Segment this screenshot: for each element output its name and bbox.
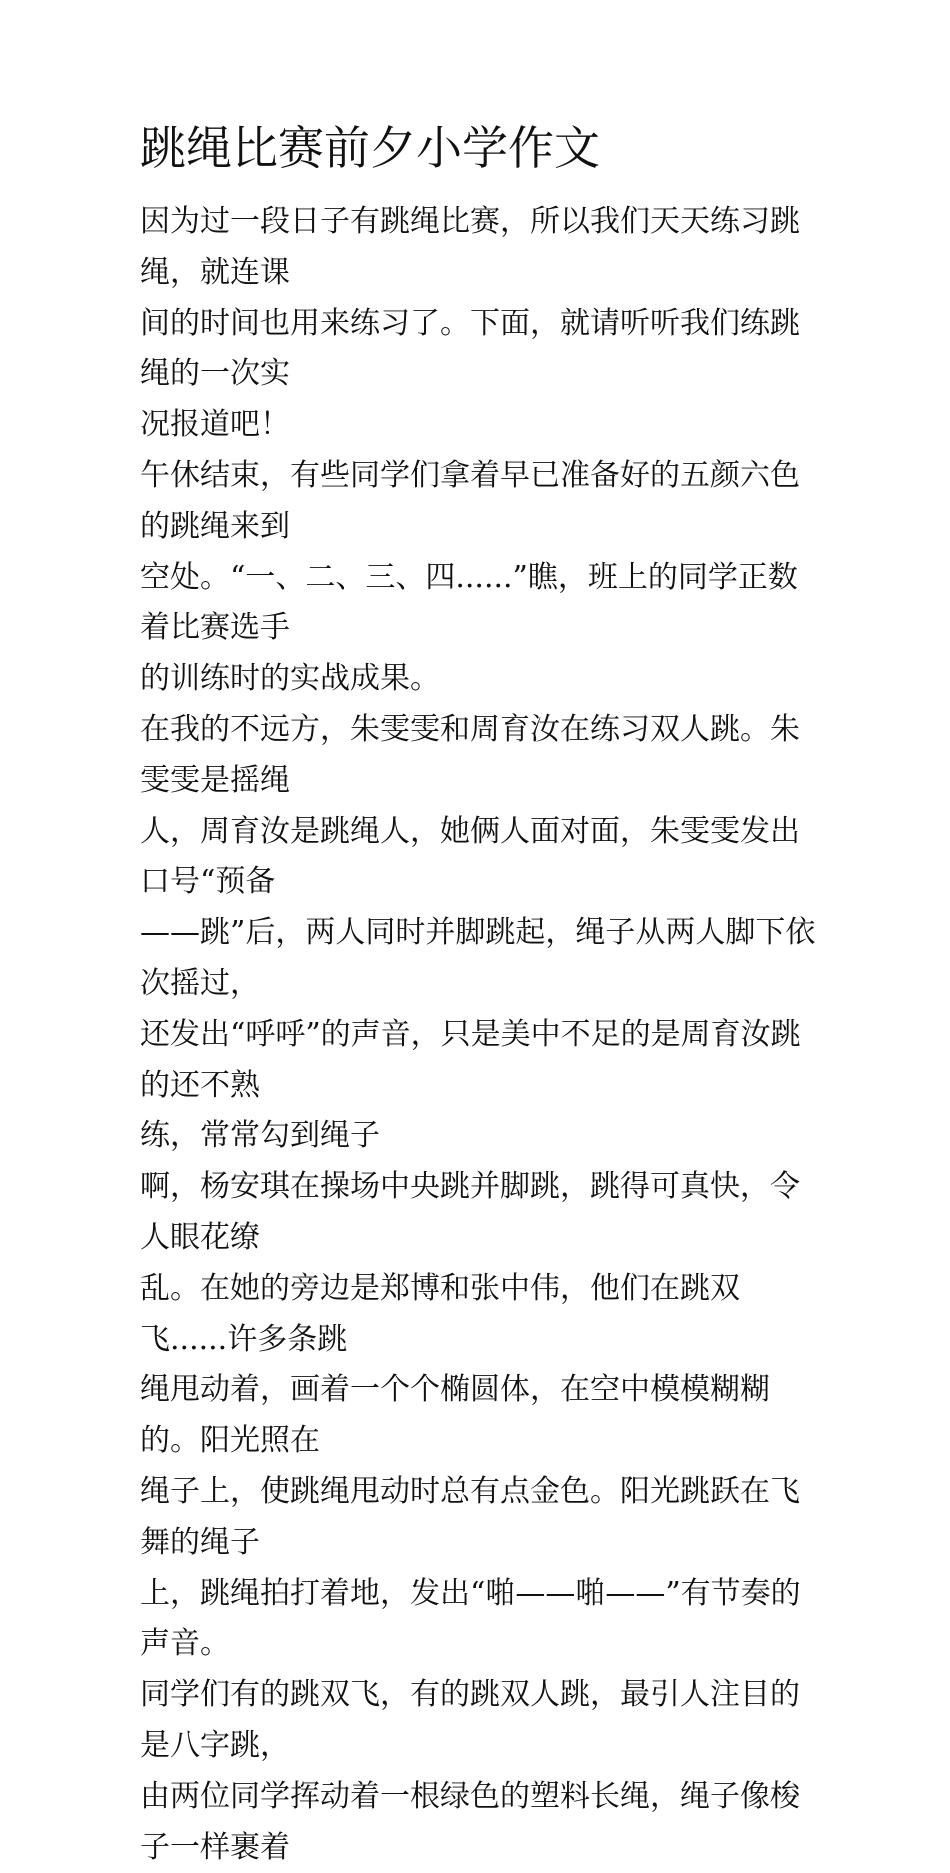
text-line: 的训练时的实战成果。: [140, 661, 440, 697]
text-line: ——跳”后，两人同时并脚跳起，绳子从两人脚下依次摇过，: [140, 915, 816, 1001]
text-line: 间的时间也用来练习了。下面，就请听听我们练跳绳的一次实: [140, 305, 800, 392]
text-line: 练，常常勾到绳子: [140, 1118, 380, 1154]
text-line: 上，跳绳拍打着地，发出“啪——啪——”有节奏的声音。: [140, 1575, 801, 1662]
text-line: 在我的不远方，朱雯雯和周育汝在练习双人跳。朱雯雯是摇绳: [140, 711, 800, 798]
document-body: [140, 197, 820, 1873]
text-line: 空处。“一、二、三、四......”瞧，班上的同学正数着比赛选手: [140, 559, 798, 646]
text-line: 啊，杨安琪在操场中央跳并脚跳，跳得可真快，令人眼花缭: [140, 1169, 800, 1255]
text-line: 况报道吧！: [140, 407, 290, 443]
text-line: 乱。在她的旁边是郑博和张中伟，他们在跳双飞......许多条跳: [140, 1270, 740, 1357]
text-line: 同学们有的跳双飞，有的跳双人跳，最引人注目的是八字跳，: [140, 1677, 800, 1763]
text-line: 绳子上，使跳绳甩动时总有点金色。阳光跳跃在飞舞的绳子: [140, 1473, 800, 1560]
text-line: 因为过一段日子有跳绳比赛，所以我们天天练习跳绳，就连课: [140, 204, 800, 290]
text-line: 绳甩动着，画着一个个椭圆体，在空中模模糊糊的。阳光照在: [140, 1372, 770, 1459]
text-line: 还发出“呼呼”的声音，只是美中不足的是周育汝跳的还不熟: [140, 1016, 801, 1103]
text-line: 午休结束，有些同学们拿着早已准备好的五颜六色的跳绳来到: [140, 457, 800, 544]
document-title: 跳绳比赛前夕小学作文: [140, 121, 600, 175]
text-line: 由两位同学挥动着一根绿色的塑料长绳，绳子像梭子一样裹着: [140, 1778, 800, 1865]
text-line: 人，周育汝是跳绳人，她俩人面对面，朱雯雯发出口号“预备: [140, 813, 800, 900]
